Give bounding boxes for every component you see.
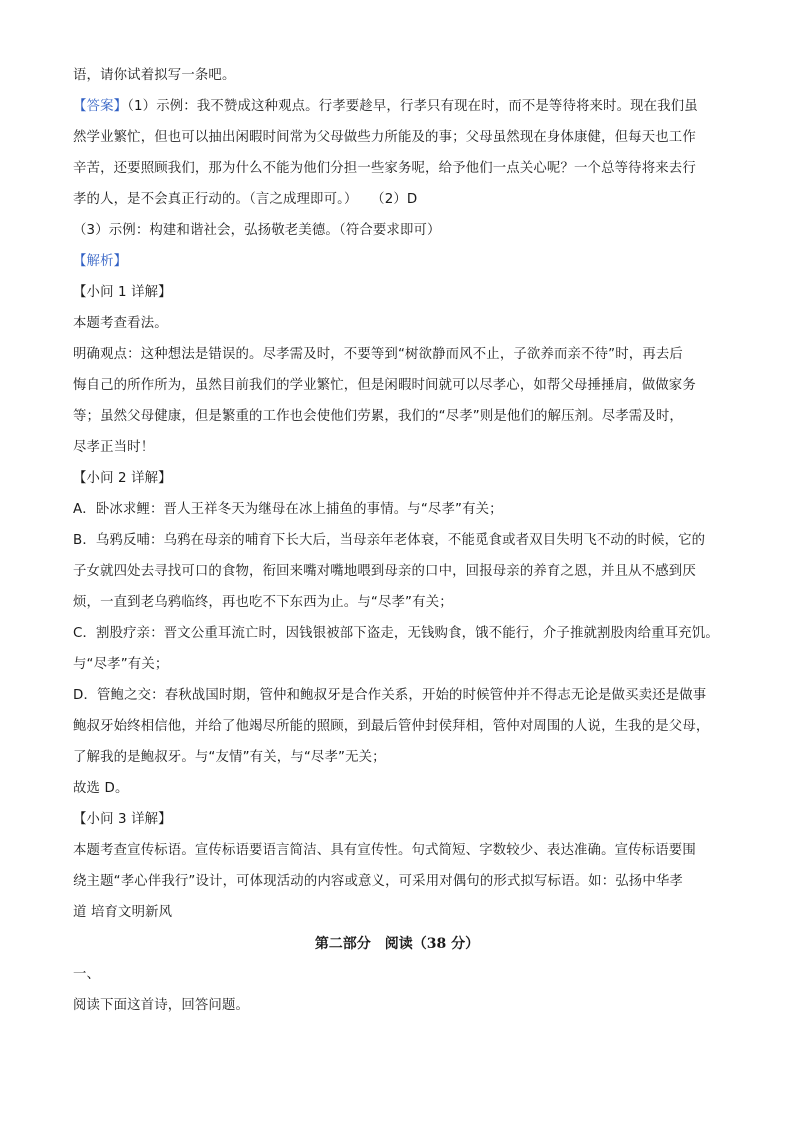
text-line: （3）示例：构建和谐社会，弘扬敬老美德。（符合要求即可） xyxy=(73,223,441,238)
text-line: 尽孝正当时！ xyxy=(73,440,155,455)
subquestion-heading: 【小问 1 详解】 xyxy=(73,285,172,300)
subquestion-heading: 【小问 3 详解】 xyxy=(73,812,172,827)
text-line: 烦，一直到老乌鸦临终，再也吃不下东西为止。与“尽孝”有关； xyxy=(73,595,453,610)
text-line: 本题考查看法。 xyxy=(73,316,168,331)
option-c: C．割股疗亲：晋文公重耳流亡时，因钱银被部下盗走，无钱购食，饿不能行，介子推就割股肉给重耳充饥。 xyxy=(73,626,719,641)
analysis-tag: 【解析】 xyxy=(73,254,128,269)
text-line: 鲍叔牙始终相信他，并给了他竭尽所能的照顾，到最后管仲封侯拜相，管仲对周围的人说，生我的是父母， xyxy=(73,719,710,734)
answer-line xyxy=(73,97,723,117)
option-a: A．卧冰求鲤：晋人王祥冬天为继母在冰上捕鱼的事情。与“尽孝”有关； xyxy=(73,502,503,517)
text-line: 道 培育文明新风 xyxy=(73,905,173,920)
option-b: B．乌鸦反哺：乌鸦在母亲的哺育下长大后，当母亲年老体衰，不能觅食或者双目失明飞不动的时候，它的 xyxy=(73,533,706,548)
subquestion-heading: 【小问 2 详解】 xyxy=(73,471,172,486)
text-line: 子女就四处去寻找可口的食物，衔回来嘴对嘴地喂到母亲的口中，回报母亲的养育之恩，并且从不感到厌 xyxy=(73,564,696,579)
section-title: 第二部分 阅读（38 分） xyxy=(314,936,480,952)
text-line: 悔自己的所作所为，虽然目前我们的学业繁忙，但是闲暇时间就可以尽孝心，如帮父母捶捶肩，做做家务 xyxy=(73,378,696,393)
text-line: 然学业繁忙，但也可以抽出闲暇时间常为父母做些力所能及的事；父母虽然现在身体康健，但每天也工作 xyxy=(73,130,696,145)
answer-text: （1）示例：我不赞成这种观点。行孝要趁早，行孝只有现在时，而不是等待将来时。现在我们虽 xyxy=(127,99,698,114)
text-line: 故选 D。 xyxy=(73,781,129,796)
text-line: 语，请你试着拟写一条吧。 xyxy=(73,68,236,83)
text-line: 了解我的是鲍叔牙。与“友情”有关，与“尽孝”无关； xyxy=(73,750,386,765)
text-line: 孝的人，是不会真正行动的。（言之成理即可。） （2）D xyxy=(73,192,418,207)
text-line: 绕主题“孝心伴我行”设计，可体现活动的内容或意义，可采用对偶句的形式拟写标语。如：弘扬中华孝 xyxy=(73,874,683,889)
text-line: 阅读下面这首诗，回答问题。 xyxy=(73,998,250,1013)
text-line: 辛苦，还要照顾我们，那为什么不能为他们分担一些家务呢，给予他们一点关心呢？一个总等待将来去行 xyxy=(73,161,696,176)
text-line: 等；虽然父母健康，但是繁重的工作也会使他们劳累，我们的“尽孝”则是他们的解压剂。尽孝需及时， xyxy=(73,409,683,424)
text-line: 明确观点：这种想法是错误的。尽孝需及时，不要等到“树欲静而风不止，子欲养而亲不待”时，再去后 xyxy=(73,347,683,362)
section-number: 一、 xyxy=(73,967,101,982)
text-line: 本题考查宣传标语。宣传标语要语言简洁、具有宣传性。句式简短、字数较少、表达准确。宣传标语要围 xyxy=(73,843,696,858)
answer-tag: 【答案】 xyxy=(73,99,128,114)
text-line: 与“尽孝”有关； xyxy=(73,657,169,672)
option-d: D．管鲍之交：春秋战国时期，管仲和鲍叔牙是合作关系，开始的时候管仲并不得志无论是做买卖还是做事 xyxy=(73,688,707,703)
